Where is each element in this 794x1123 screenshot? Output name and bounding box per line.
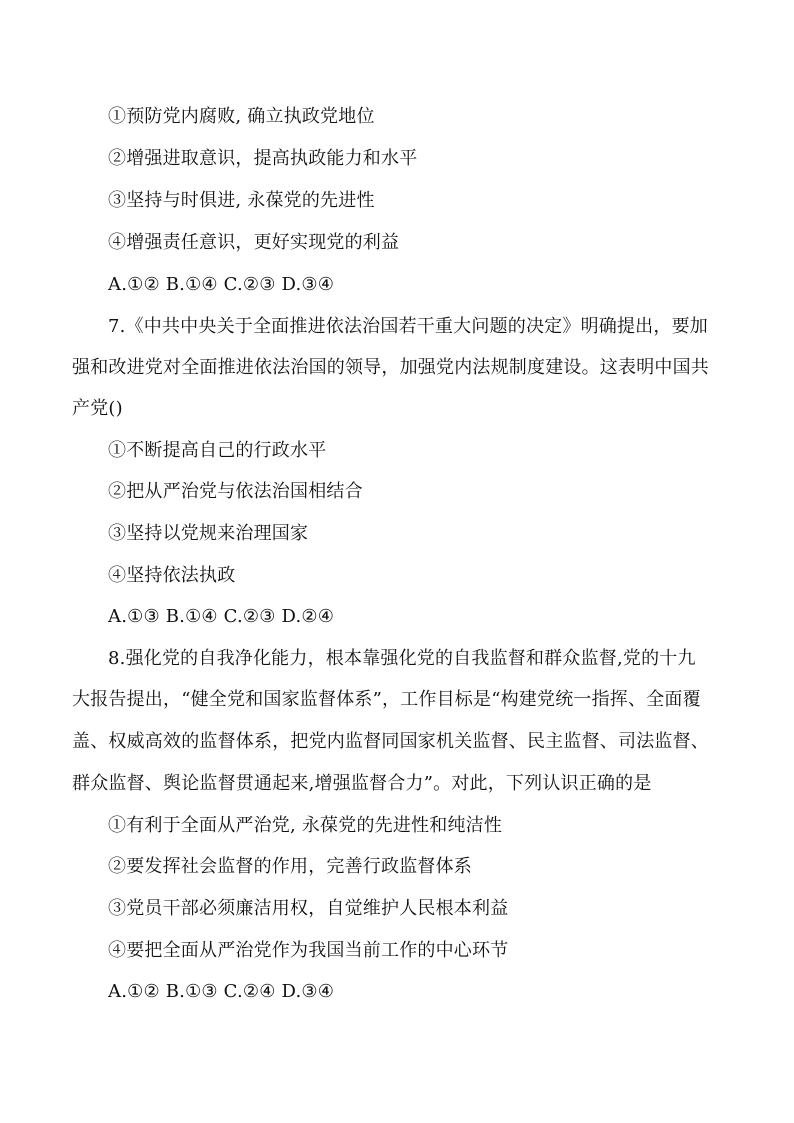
q6-answer-choices: A.①② B.①④ C.②③ D.③④ <box>108 274 335 295</box>
q7-stem-line-3: 产党() <box>72 398 123 419</box>
q6-option-4: ④增强责任意识，更好实现党的利益 <box>108 232 400 253</box>
q8-stem-line-3: 盖、权威高效的监督体系，把党内监督同国家机关监督、民主监督、司法监督、 <box>72 731 709 752</box>
q7-stem-line-1: 7.《中共中央关于全面推进依法治国若干重大问题的决定》明确提出，要加 <box>108 316 708 337</box>
q7-option-3: ③坚持以党规来治理国家 <box>108 523 309 544</box>
q7-stem-line-2: 强和改进党对全面推进依法治国的领导，加强党内法规制度建设。这表明中国共 <box>72 357 709 378</box>
q6-option-3: ③坚持与时俱进, 永葆党的先进性 <box>108 190 375 211</box>
q8-option-1: ①有利于全面从严治党, 永葆党的先进性和纯洁性 <box>108 815 503 836</box>
q8-stem-line-4: 群众监督、舆论监督贯通起来,增强监督合力”。对此，下列认识正确的是 <box>72 773 652 794</box>
q7-answer-choices: A.①③ B.①④ C.②③ D.②④ <box>108 606 335 627</box>
q7-option-4: ④坚持依法执政 <box>108 565 236 586</box>
q8-stem-line-1: 8.强化党的自我净化能力，根本靠强化党的自我监督和群众监督,党的十九 <box>108 648 696 669</box>
q7-option-1: ①不断提高自己的行政水平 <box>108 440 327 461</box>
q6-option-1: ①预防党内腐败, 确立执政党地位 <box>108 106 375 127</box>
q8-option-3: ③党员干部必须廉洁用权，自觉维护人民根本利益 <box>108 898 509 919</box>
q8-answer-choices: A.①② B.①③ C.②④ D.③④ <box>108 981 335 1002</box>
q8-stem-line-2: 大报告提出，“健全党和国家监督体系”，工作目标是“构建党统一指挥、全面覆 <box>72 689 701 710</box>
q6-option-2: ②增强进取意识，提高执政能力和水平 <box>108 148 418 169</box>
q8-option-4: ④要把全面从严治党作为我国当前工作的中心环节 <box>108 940 509 961</box>
q8-option-2: ②要发挥社会监督的作用，完善行政监督体系 <box>108 856 472 877</box>
q7-option-2: ②把从严治党与依法治国相结合 <box>108 481 363 502</box>
